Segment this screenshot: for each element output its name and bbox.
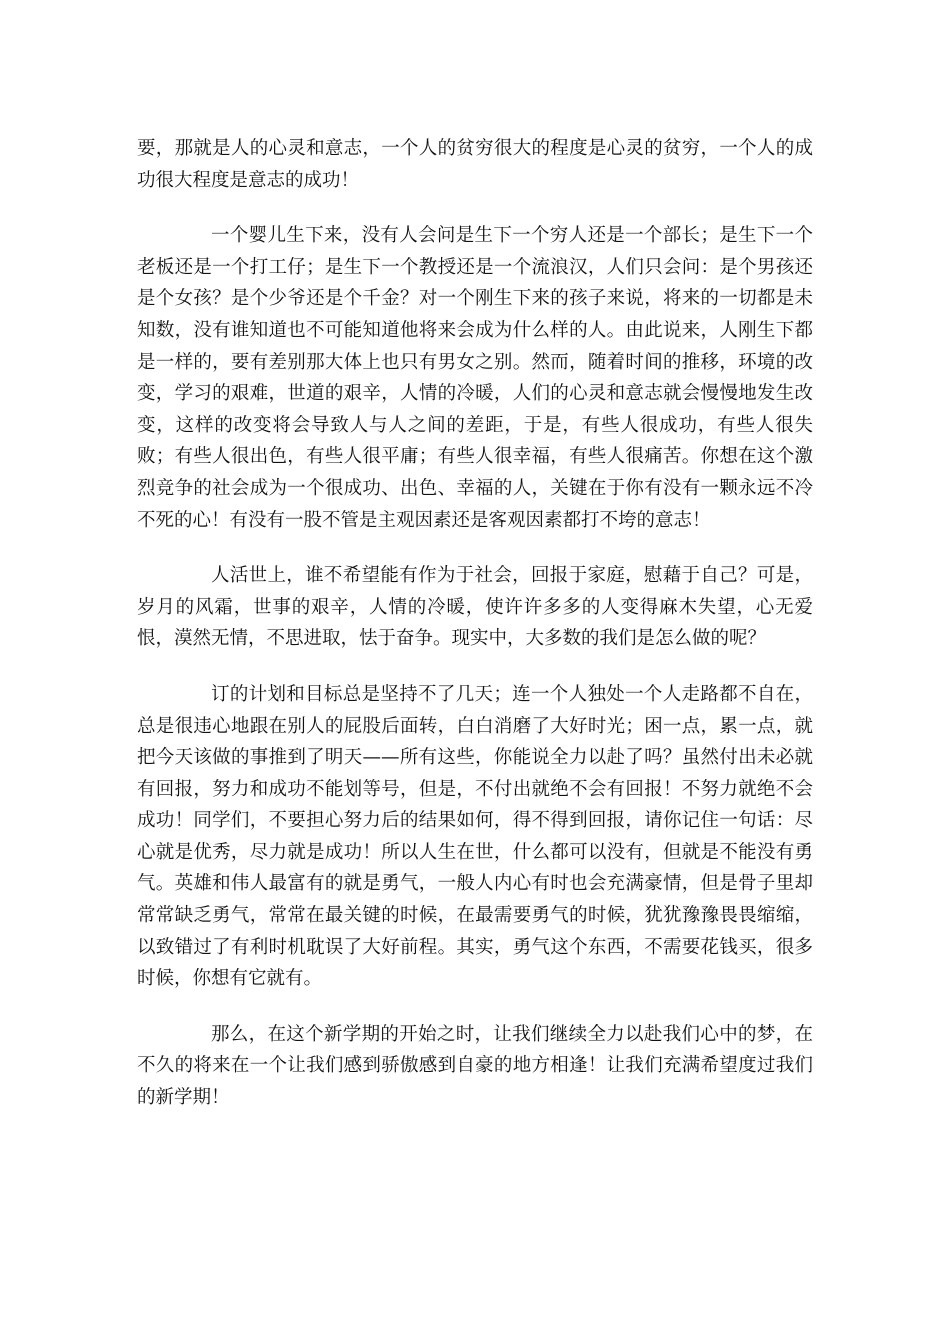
document-page <box>137 133 813 1138</box>
paragraph-infant: 一个婴儿生下来，没有人会问是生下一个穷人还是一个部长；是生下一个老板还是一个打工仔；是生下一个教授还是一个流浪汉，人们只会问：是个男孩还是个女孩？是个少爷还是个千金？对一个刚生下来的孩子来说，将来的一切都是未知数，没有谁知道也不可能知道他将来会成为什么样的人。由此说来，人刚生下都是一样的，要有差别那大体上也只有男女之别。然而，随着时间的推移，环境的改变，学习的艰难，世道的艰辛，人情的冷暖，人们的心灵和意志就会慢慢地发生改变，这样的改变将会导致人与人之间的差距，于是，有些人很成功，有些人很失败；有些人很出色，有些人很平庸；有些人很幸福，有些人很痛苦。你想在这个激烈竞争的社会成为一个很成功、出色、幸福的人，关键在于你有没有一颗永远不冷不死的心！有没有一股不管是主观因素还是客观因素都打不垮的意志！ <box>137 225 813 531</box>
paragraph-new-semester: 那么，在这个新学期的开始之时，让我们继续全力以赴我们心中的梦，在不久的将来在一个让我们感到骄傲感到自豪的地方相逢！让我们充满希望度过我们的新学期！ <box>137 1023 813 1109</box>
paragraph-continuation: 要，那就是人的心灵和意志，一个人的贫穷很大的程度是心灵的贫穷，一个人的成功很大程度是意志的成功！ <box>137 138 813 191</box>
paragraph-courage: 订的计划和目标总是坚持不了几天；连一个人独处一个人走路都不自在，总是很违心地跟在别人的屁股后面转，白白消磨了大好时光；困一点，累一点，就把今天该做的事推到了明天——所有这些，你能说全力以赴了吗？虽然付出未必就有回报，努力和成功不能划等号，但是，不付出就绝不会有回报！不努力就绝不会成功！同学们，不要担心努力后的结果如何，得不得到回报，请你记住一句话：尽心就是优秀，尽力就是成功！所以人生在世，什么都可以没有，但就是不能没有勇气。英雄和伟人最富有的就是勇气，一般人内心有时也会充满豪情，但是骨子里却常常缺乏勇气，常常在最关键的时候，在最需要勇气的时候，犹犹豫豫畏畏缩缩，以致错过了有利时机耽误了大好前程。其实，勇气这个东西，不需要花钱买，很多时候，你想有它就有。 <box>137 683 813 990</box>
paragraph-life: 人活世上，谁不希望能有作为于社会，回报于家庭，慰藉于自己？可是，岁月的风霜，世事的艰辛，人情的冷暖，使许许多多的人变得麻木失望，心无爱恨，漠然无情，不思进取，怯于奋争。现实中，大多数的我们是怎么做的呢？ <box>137 565 813 650</box>
